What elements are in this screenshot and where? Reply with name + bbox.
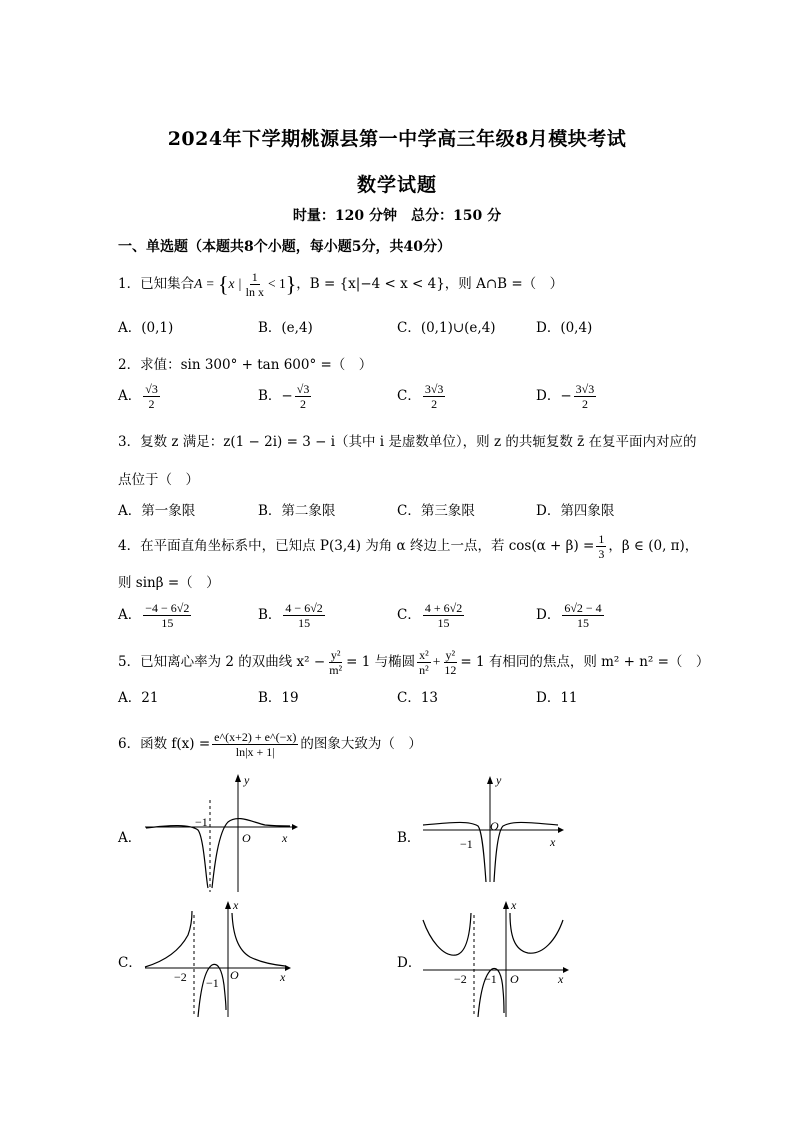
q1-lead: 1．已知集合 <box>118 276 195 292</box>
q1-setA-prefix: A = <box>194 276 218 291</box>
label-y: x <box>233 898 239 912</box>
q5-f3-num: y² <box>445 648 456 662</box>
q1-option-c: C．(0,1)∪(e,4) <box>397 320 496 336</box>
q4-line1-b: ，β ∈ (0, π)， <box>608 538 699 554</box>
q4-b-frac <box>283 601 324 630</box>
q5-option-b: B．19 <box>258 690 299 706</box>
q6-frac-den: ln|x + 1| <box>235 745 275 759</box>
q6-option-b-letter: B． <box>397 830 421 846</box>
q2-a-num: √3 <box>145 382 158 396</box>
q6-frac-num: e^(x+2) + e^(−x) <box>214 730 297 744</box>
label-x: x <box>558 972 564 986</box>
q2-d-den: 2 <box>581 397 588 411</box>
q2-d-frac <box>574 382 597 411</box>
section-heading: 一、单选题（本题共8个小题，每小题5分，共40分） <box>118 239 451 255</box>
label-y: x <box>511 898 517 912</box>
q2-c-frac <box>423 382 446 411</box>
label-y: y <box>244 773 250 787</box>
q1-frac-den: ln x <box>245 285 264 299</box>
exam-subtitle: 数学试题 <box>356 174 437 196</box>
q4-option-a <box>118 601 193 630</box>
q5-tail: = 1 有相同的焦点，则 m² + n² =（ ） <box>460 654 710 670</box>
q4-frac-den: 3 <box>598 547 605 561</box>
question-2-stem: 2．求值：sin 300° + tan 600° =（ ） <box>118 357 373 373</box>
q3-option-d: D．第四象限 <box>536 503 615 519</box>
q4-c-frac <box>423 601 464 630</box>
q5-option-a: A．21 <box>118 690 159 706</box>
q4-c-num: 4 + 6√2 <box>424 601 463 615</box>
q6-graph-c <box>140 895 300 1020</box>
q6-option-a-letter: A． <box>118 830 142 846</box>
question-5-stem <box>118 648 709 677</box>
q5-f2-num: x² <box>419 648 429 662</box>
curve-left <box>145 911 192 967</box>
q4-fraction <box>596 532 606 561</box>
q4-a-frac <box>143 601 191 630</box>
question-3-stem-line2: 点位于（ ） <box>118 472 199 488</box>
question-1-stem <box>118 270 563 299</box>
q1-option-d: D．(0,4) <box>536 320 593 336</box>
q1-option-a: A．(0,1) <box>118 320 174 336</box>
q1-setA-rest: < 1 <box>267 276 286 291</box>
q2-b-letter: B．− <box>258 388 293 404</box>
q6-option-c-letter: C． <box>118 955 142 971</box>
q4-b-num: 4 − 6√2 <box>285 601 323 615</box>
curve-right <box>232 913 285 966</box>
q5-lead: 5．已知离心率为 2 的双曲线 x² − <box>118 654 326 670</box>
q4-d-frac <box>562 601 603 630</box>
q3-option-b: B．第二象限 <box>258 503 336 519</box>
q5-f2-den: n² <box>419 663 429 677</box>
q6-lead: 6．函数 f(x) = <box>118 736 211 752</box>
q4-c-den: 15 <box>437 616 450 630</box>
label-minus-2: −2 <box>174 970 187 984</box>
q6-graph-b <box>418 770 578 895</box>
q5-frac-3 <box>442 648 458 677</box>
q4-option-b <box>258 601 327 630</box>
label-y: y <box>496 773 502 787</box>
label-origin: O <box>490 819 499 833</box>
q4-b-letter: B． <box>258 607 282 623</box>
label-minus-1: −1 <box>484 972 497 986</box>
q2-d-letter: D．− <box>536 388 572 404</box>
q3-option-c: C．第三象限 <box>397 503 475 519</box>
q6-graph-a <box>140 770 300 895</box>
q5-f1-den: m² <box>329 663 343 677</box>
q6-fraction <box>212 730 298 759</box>
question-3-stem-line1: 3．复数 z 满足：z(1 − 2i) = 3 − i（其中 i 是虚数单位），则 z 的共轭复数 z̄ 在复平面内对应的 <box>118 434 697 450</box>
curve-right <box>510 913 563 953</box>
q1-brace-open: { <box>217 271 229 297</box>
q2-c-letter: C． <box>397 388 421 404</box>
q5-frac-1 <box>327 648 344 677</box>
x-axis-arrow <box>563 967 569 973</box>
curve-left <box>423 822 486 882</box>
curve-right <box>494 822 558 882</box>
x-axis-arrow <box>285 965 291 971</box>
q1-brace-close: } <box>285 271 297 297</box>
label-minus-1: −1 <box>460 837 473 851</box>
question-4-stem-line2: 则 sinβ =（ ） <box>118 575 220 591</box>
y-axis-arrow <box>225 901 231 909</box>
label-x: x <box>282 831 288 845</box>
q1-setB: ，B = {x|−4 < x < 4}，则 A∩B =（ ） <box>296 276 564 292</box>
q1-setA-var: x | <box>228 276 242 291</box>
q2-a-den: 2 <box>148 397 155 411</box>
exam-meta: 时量：120 分钟 总分：150 分 <box>292 208 502 224</box>
q4-option-c <box>397 601 466 630</box>
q2-option-d <box>536 382 598 411</box>
q1-fraction <box>244 270 266 299</box>
q4-c-letter: C． <box>397 607 421 623</box>
q2-b-den: 2 <box>300 397 307 411</box>
q4-a-den: 15 <box>161 616 174 630</box>
q5-f1-num: y² <box>330 648 341 662</box>
q2-a-frac <box>143 382 160 411</box>
q2-option-a <box>118 382 162 411</box>
q4-line1-a: 4．在平面直角坐标系中，已知点 P(3,4) 为角 α 终边上一点，若 cos(α + β) = <box>118 538 595 554</box>
q4-d-den: 15 <box>577 616 589 630</box>
y-axis-arrow <box>503 901 509 909</box>
q4-b-den: 15 <box>298 616 311 630</box>
q2-d-num: 3√3 <box>575 382 595 396</box>
q5-frac-2 <box>417 648 431 677</box>
curve-right <box>212 819 290 888</box>
x-axis-arrow <box>558 827 564 833</box>
exam-title: 2024年下学期桃源县第一中学高三年级8月模块考试 <box>167 128 627 150</box>
y-axis-arrow <box>487 776 493 784</box>
q6-tail: 的图象大致为（ ） <box>300 736 422 752</box>
q2-a-letter: A． <box>118 388 142 404</box>
y-axis-arrow <box>235 774 241 782</box>
q2-b-num: √3 <box>296 382 310 396</box>
q2-c-num: 3√3 <box>424 382 444 396</box>
q5-option-c: C．13 <box>397 690 439 706</box>
q2-c-den: 2 <box>431 397 438 411</box>
label-x: x <box>550 835 556 849</box>
q2-option-c <box>397 382 447 411</box>
q1-option-b: B．(e,4) <box>258 320 313 336</box>
question-4-stem-line1 <box>118 532 698 561</box>
q1-frac-num: 1 <box>251 270 258 284</box>
q2-option-b <box>258 382 313 411</box>
label-origin: O <box>242 831 251 845</box>
question-6-stem <box>118 730 422 759</box>
label-minus-2: −2 <box>454 972 467 986</box>
q5-f3-den: 12 <box>444 663 457 677</box>
label-x: x <box>280 970 286 984</box>
q4-a-num: −4 − 6√2 <box>145 601 190 615</box>
q6-graph-d <box>418 895 578 1020</box>
q5-option-d: D．11 <box>536 690 578 706</box>
q4-d-num: 6√2 − 4 <box>564 601 602 615</box>
curve-left <box>146 826 208 888</box>
label-minus-1: −1 <box>195 815 208 829</box>
q5-plus: + <box>432 654 441 669</box>
x-axis-arrow <box>292 824 298 830</box>
q6-option-d-letter: D． <box>397 955 422 971</box>
q4-d-letter: D． <box>536 607 561 623</box>
q3-option-a: A．第一象限 <box>118 503 196 519</box>
q4-option-d <box>536 601 606 630</box>
label-origin: O <box>510 972 519 986</box>
curve-middle <box>198 964 226 1017</box>
q4-a-letter: A． <box>118 607 142 623</box>
q5-mid: = 1 与椭圆 <box>346 654 416 670</box>
q2-b-frac <box>295 382 312 411</box>
label-minus-1: −1 <box>206 976 219 990</box>
label-origin: O <box>230 968 239 982</box>
q4-frac-num: 1 <box>598 532 605 546</box>
curve-left <box>423 913 471 955</box>
